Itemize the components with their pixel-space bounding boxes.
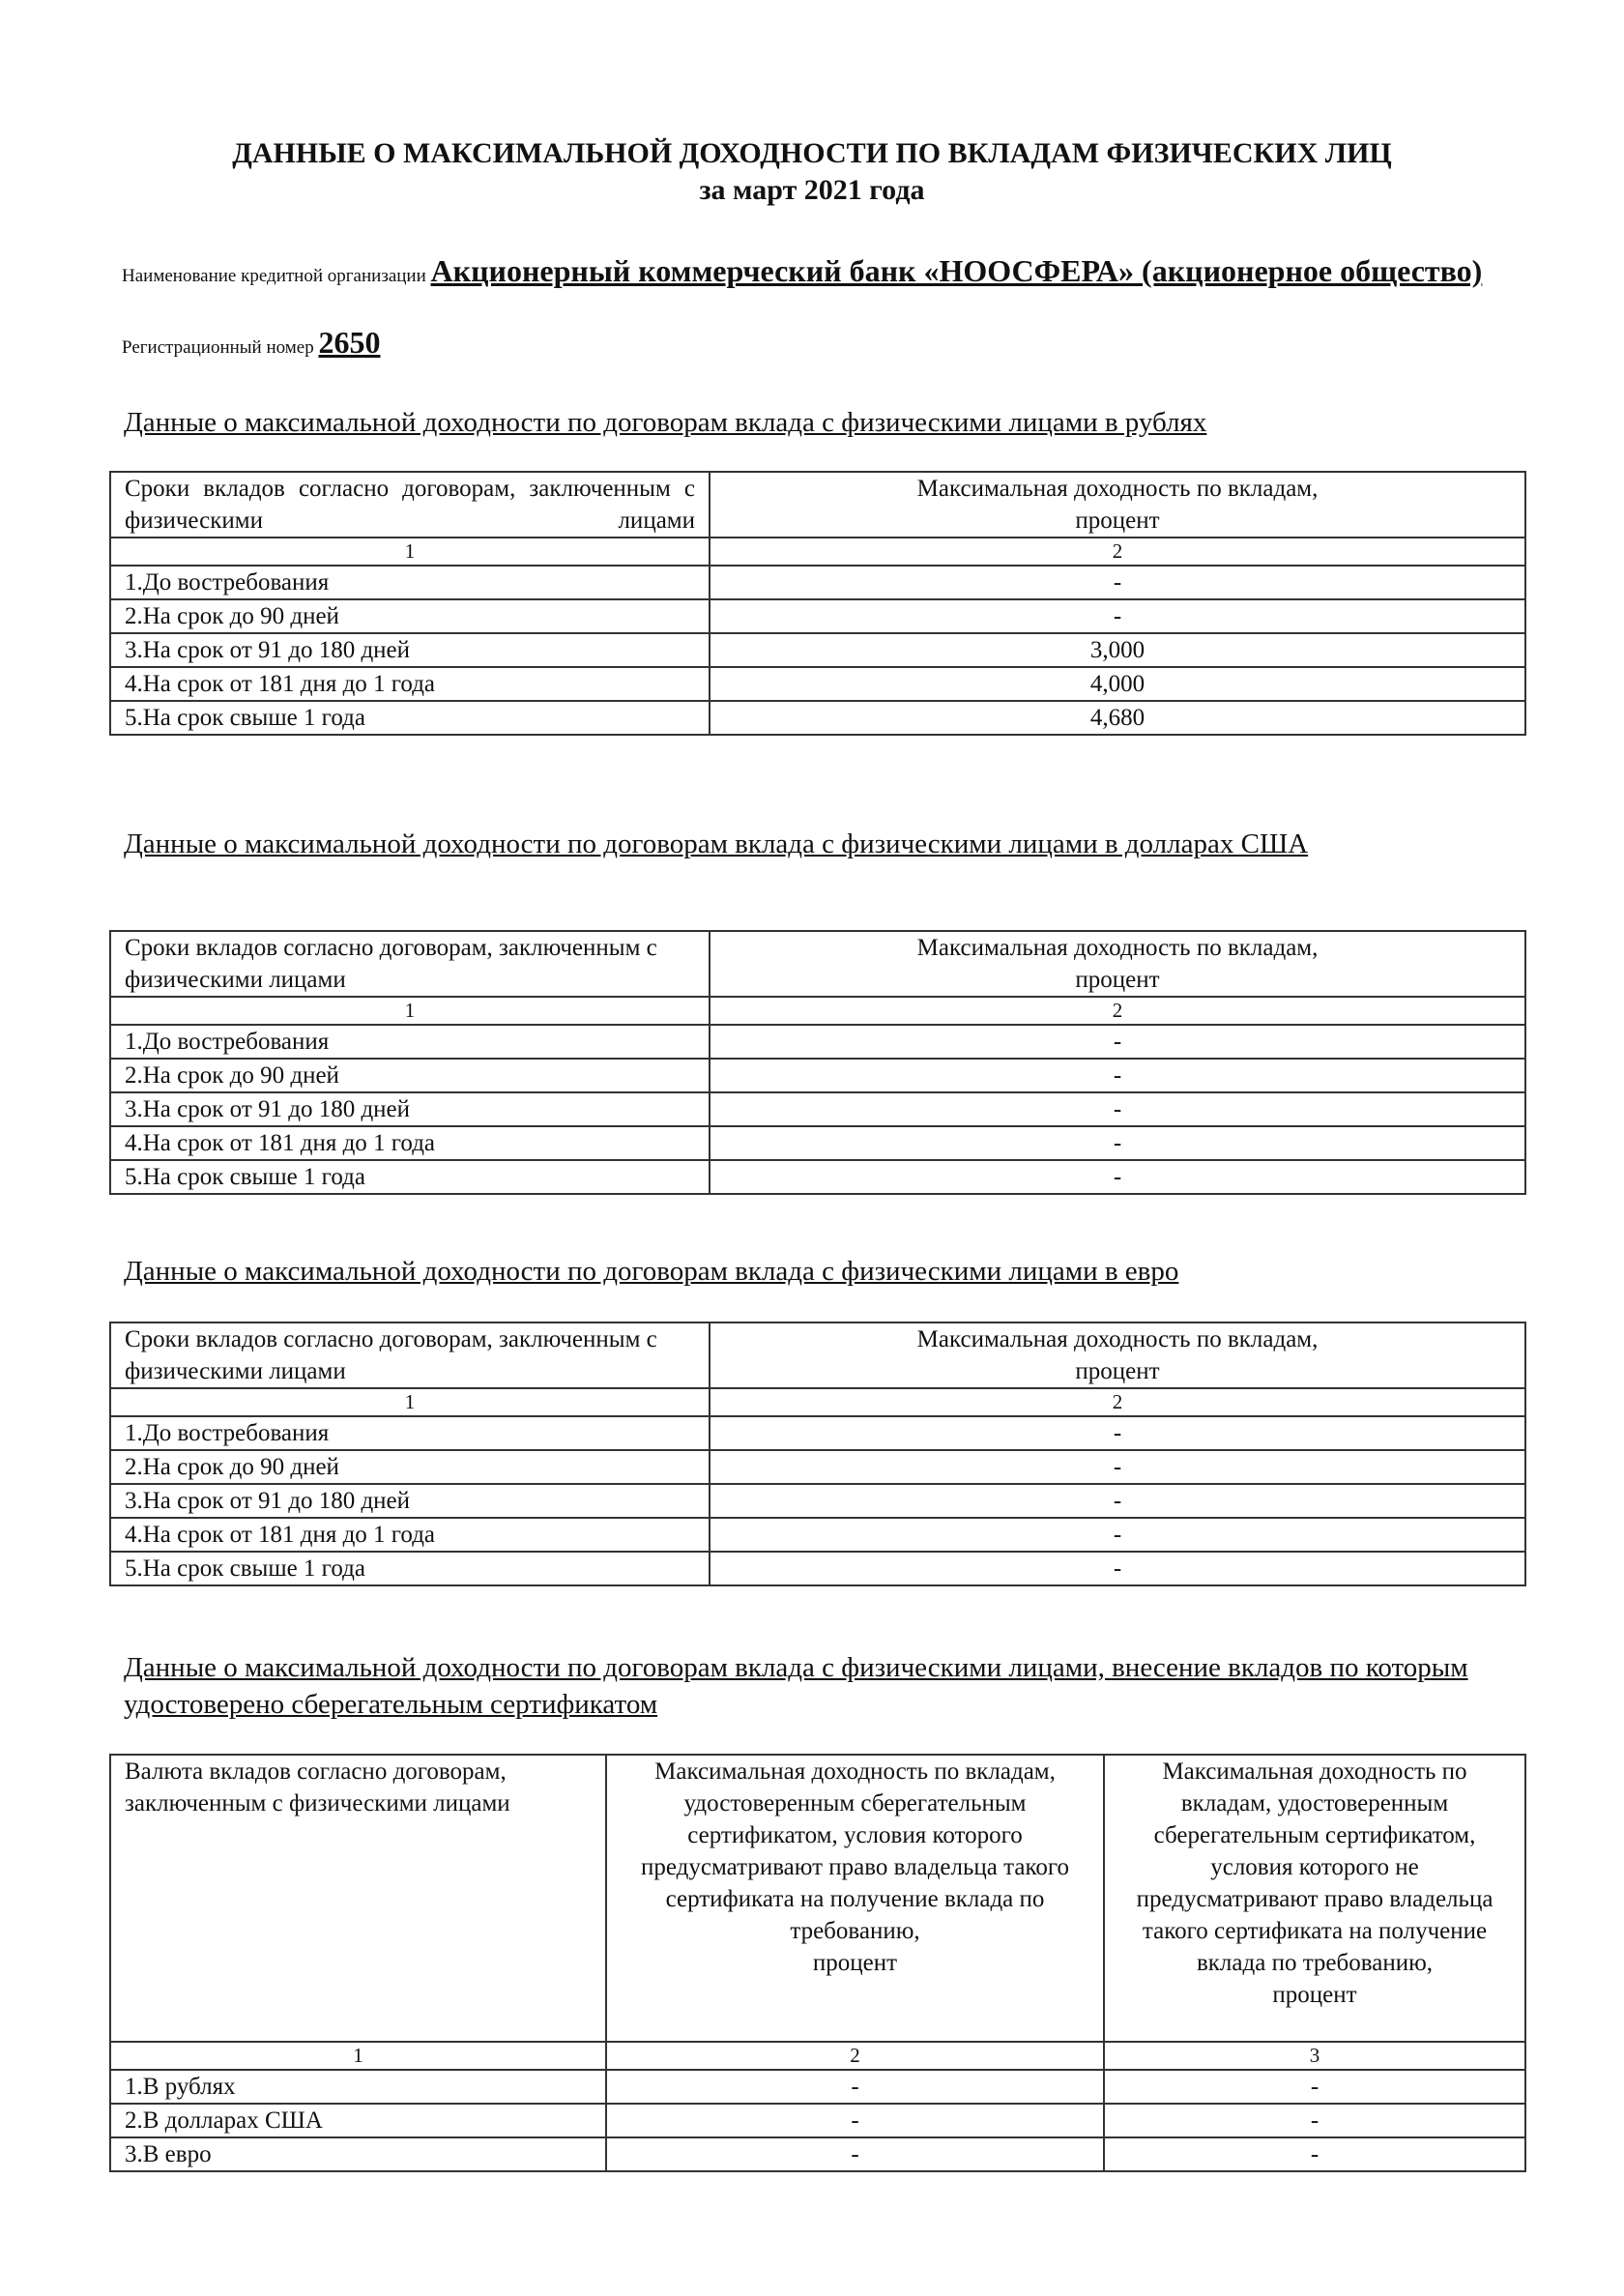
currency-cell: 1.В рублях — [110, 2070, 606, 2104]
value-cell: - — [606, 2070, 1104, 2104]
term-cell: 4.На срок от 181 дня до 1 года — [110, 1518, 710, 1552]
reg-label: Регистрационный номер — [122, 337, 314, 358]
term-cell: 2.На срок до 90 дней — [110, 1059, 710, 1092]
table-row — [110, 1059, 1525, 1092]
value-cell: - — [710, 1484, 1525, 1518]
term-cell: 1.До востребования — [110, 1416, 710, 1450]
col2-unit: процент — [1075, 1358, 1160, 1384]
col2-header — [710, 931, 1525, 997]
value-cell: - — [1104, 2137, 1525, 2171]
value-cell: - — [710, 1552, 1525, 1585]
value-cell: - — [710, 1025, 1525, 1059]
value-cell: - — [1104, 2070, 1525, 2104]
table-row — [110, 1092, 1525, 1126]
value-cell: - — [710, 566, 1525, 599]
table-row — [110, 2104, 1525, 2137]
value-cell: 4,680 — [710, 701, 1525, 735]
term-cell: 5.На срок свыше 1 года — [110, 1160, 710, 1194]
column-number-row — [110, 538, 1525, 566]
table-row — [110, 1160, 1525, 1194]
table-row — [110, 633, 1525, 667]
org-name-label: Наименование кредитной организации — [122, 266, 426, 286]
registration-block — [122, 325, 380, 361]
col2-unit: процент — [812, 1950, 898, 1976]
col-number: 2 — [710, 1388, 1525, 1416]
col3-unit: процент — [1272, 1982, 1357, 2008]
table-header-row — [110, 931, 1525, 997]
table-usd — [109, 930, 1526, 1195]
col2-header-text: Максимальная доходность по вкладам, — [916, 935, 1319, 961]
column-number-row — [110, 997, 1525, 1025]
table-row — [110, 1518, 1525, 1552]
table-row — [110, 667, 1525, 701]
col2-header-text: Максимальная доходность по вкладам, — [916, 476, 1319, 502]
col1-header: Сроки вкладов согласно договорам, заключенным с физическими лицами — [110, 1322, 710, 1388]
term-cell: 3.На срок от 91 до 180 дней — [110, 1092, 710, 1126]
value-cell: - — [710, 599, 1525, 633]
term-cell: 3.На срок от 91 до 180 дней — [110, 633, 710, 667]
term-cell: 1.До востребования — [110, 566, 710, 599]
table-eur — [109, 1322, 1526, 1586]
value-cell: - — [1104, 2104, 1525, 2137]
col2-header — [710, 472, 1525, 538]
value-cell: - — [710, 1416, 1525, 1450]
term-cell: 2.На срок до 90 дней — [110, 599, 710, 633]
table-row — [110, 1416, 1525, 1450]
col-number: 2 — [710, 997, 1525, 1025]
col2-header — [710, 1322, 1525, 1388]
col1-header: Сроки вкладов согласно договорам, заключенным с физическими лицами — [110, 472, 710, 538]
term-cell: 2.На срок до 90 дней — [110, 1450, 710, 1484]
col2-unit: процент — [1075, 967, 1160, 993]
col-number: 3 — [1104, 2042, 1525, 2070]
value-cell: - — [710, 1518, 1525, 1552]
table-header-row — [110, 1322, 1525, 1388]
term-cell: 5.На срок свыше 1 года — [110, 1552, 710, 1585]
col-number: 2 — [710, 538, 1525, 566]
term-cell: 5.На срок свыше 1 года — [110, 701, 710, 735]
currency-cell: 2.В долларах США — [110, 2104, 606, 2137]
value-cell: - — [710, 1160, 1525, 1194]
value-cell: - — [710, 1450, 1525, 1484]
document-title — [0, 135, 1624, 209]
col2-unit: процент — [1075, 508, 1160, 534]
table-row — [110, 1126, 1525, 1160]
term-cell: 4.На срок от 181 дня до 1 года — [110, 1126, 710, 1160]
table-row — [110, 2137, 1525, 2171]
currency-cell: 3.В евро — [110, 2137, 606, 2171]
table-row — [110, 1552, 1525, 1585]
table-row — [110, 1484, 1525, 1518]
org-name: Акционерный коммерческий банк «НООСФЕРА» (акционерное общество) — [430, 253, 1483, 288]
section-heading-usd: Данные о максимальной доходности по договорам вклада с физическими лицами в долларах США — [124, 828, 1309, 859]
term-cell: 3.На срок от 91 до 180 дней — [110, 1484, 710, 1518]
table-header-row — [110, 1755, 1525, 2042]
title-line-1: ДАННЫЕ О МАКСИМАЛЬНОЙ ДОХОДНОСТИ ПО ВКЛАДАМ ФИЗИЧЕСКИХ ЛИЦ — [232, 137, 1392, 169]
table-row — [110, 566, 1525, 599]
value-cell: - — [710, 1126, 1525, 1160]
column-number-row — [110, 1388, 1525, 1416]
table-row — [110, 2070, 1525, 2104]
col2-header — [606, 1755, 1104, 2042]
table-row — [110, 1025, 1525, 1059]
section-heading-eur: Данные о максимальной доходности по договорам вклада с физическими лицами в евро — [124, 1256, 1179, 1287]
col2-header-text: Максимальная доходность по вкладам, удостоверенным сберегательным сертификатом, условия которого предусматривают право владельца такого сертификата на получение вклада по требованию, — [641, 1758, 1069, 1944]
col1-header: Сроки вкладов согласно договорам, заключенным с физическими лицами — [110, 931, 710, 997]
col3-header — [1104, 1755, 1525, 2042]
term-cell: 1.До востребования — [110, 1025, 710, 1059]
col-number: 1 — [110, 538, 710, 566]
col-number: 2 — [606, 2042, 1104, 2070]
col3-header-text: Максимальная доходность по вкладам, удостоверенным сберегательным сертификатом, условия которого не предусматривают право владельца такого сертификата на получение вклада по требованию, — [1136, 1758, 1494, 1976]
table-row — [110, 1450, 1525, 1484]
table-header-row — [110, 472, 1525, 538]
value-cell: 3,000 — [710, 633, 1525, 667]
value-cell: - — [710, 1059, 1525, 1092]
table-row — [110, 599, 1525, 633]
term-cell: 4.На срок от 181 дня до 1 года — [110, 667, 710, 701]
table-row — [110, 701, 1525, 735]
title-line-2: за март 2021 года — [699, 174, 925, 206]
col2-header-text: Максимальная доходность по вкладам, — [916, 1326, 1319, 1352]
value-cell: 4,000 — [710, 667, 1525, 701]
value-cell: - — [606, 2137, 1104, 2171]
column-number-row — [110, 2042, 1525, 2070]
section-heading-rub: Данные о максимальной доходности по договорам вклада с физическими лицами в рублях — [124, 407, 1207, 438]
col1-header: Валюта вкладов согласно договорам, заключенным с физическими лицами — [110, 1755, 606, 2042]
organization-name-block — [122, 249, 1533, 298]
section-heading-certificates: Данные о максимальной доходности по договорам вклада с физическими лицами, внесение вкладов по которым удостоверено сберегательным сертификатом — [124, 1652, 1468, 1720]
value-cell: - — [606, 2104, 1104, 2137]
reg-number: 2650 — [318, 325, 381, 360]
table-rub — [109, 471, 1526, 736]
col-number: 1 — [110, 997, 710, 1025]
col-number: 1 — [110, 1388, 710, 1416]
table-certificates — [109, 1754, 1526, 2172]
value-cell: - — [710, 1092, 1525, 1126]
col-number: 1 — [110, 2042, 606, 2070]
